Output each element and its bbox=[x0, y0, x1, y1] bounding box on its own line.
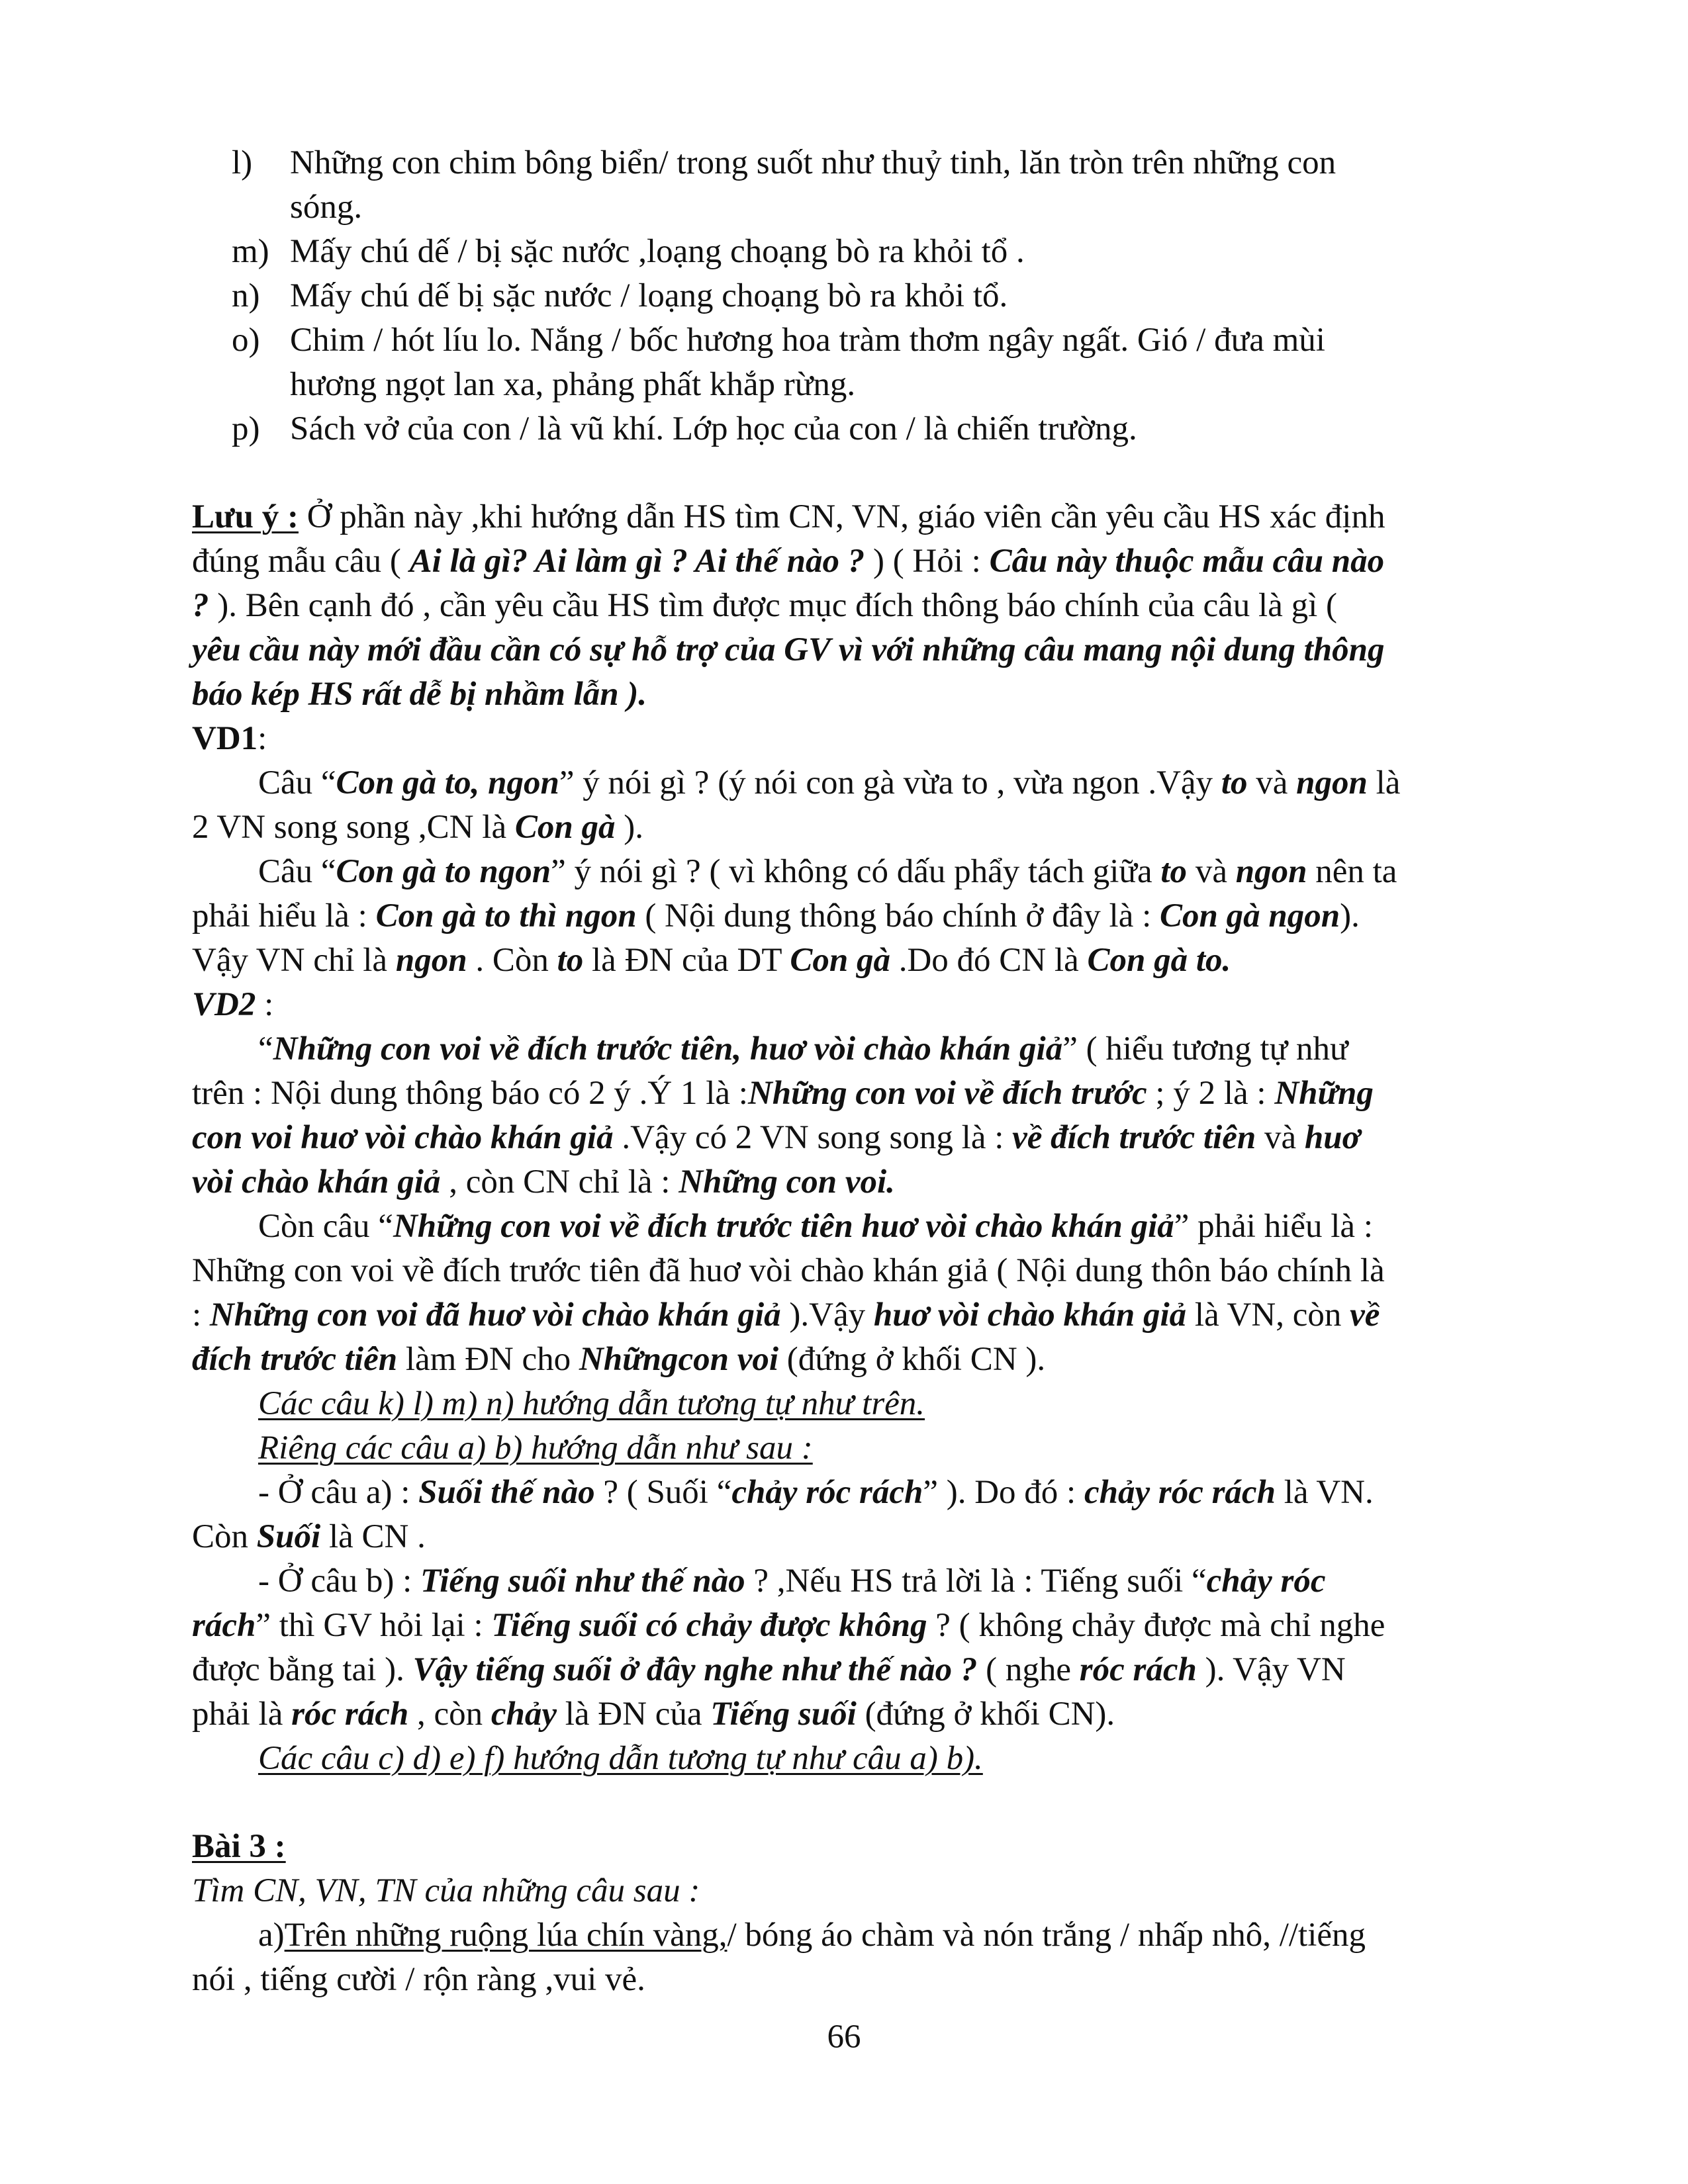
list-item-p-text: Sách vở của con / là vũ khí. Lớp học của con / là chiến trường. bbox=[290, 410, 1137, 447]
list-item-m-text: Mấy chú dế / bị sặc nước ,loạng choạng bò ra khỏi tổ . bbox=[290, 233, 1025, 270]
list-item-l-text-cont: sóng. bbox=[290, 189, 363, 226]
page-number: 66 bbox=[827, 2019, 861, 2056]
case-b-line-3: được bằng tai ). Vậy tiếng suối ở đây nghe như thế nào ? ( nghe róc rách ). Vậy VN bbox=[192, 1651, 1346, 1688]
case-b-line-1: - Ở câu b) : Tiếng suối như thế nào ? ,Nếu HS trả lời là : Tiếng suối “chảy róc bbox=[258, 1563, 1326, 1600]
note-line-2: đúng mẫu câu ( Ai là gì? Ai làm gì ? Ai thế nào ? ) ( Hỏi : Câu này thuộc mẫu câu nào bbox=[192, 543, 1385, 580]
exercise-3-item-a: a)Trên những ruộng lúa chín vàng,/ bóng áo chàm và nón trắng / nhấp nhô, //tiếng bbox=[258, 1917, 1366, 1954]
exercise-3-item-a-cont: nói , tiếng cười / rộn ràng ,vui vẻ. bbox=[192, 1961, 645, 1998]
vd2-heading: VD2 : bbox=[192, 986, 274, 1023]
list-item-l bbox=[232, 141, 252, 185]
exercise-3-heading: Bài 3 : bbox=[192, 1828, 286, 1865]
vd2-p2-line-3: : Những con voi đã huơ vòi chào khán giả ).Vậy huơ vòi chào khán giả là VN, còn về bbox=[192, 1297, 1380, 1334]
vd1-p2-line-3: Vậy VN chỉ là ngon . Còn to là ĐN của DT Con gà .Do đó CN là Con gà to. bbox=[192, 942, 1231, 979]
adverbial-underlined: Trên những ruộng lúa chín vàng, bbox=[284, 1917, 727, 1954]
vd2-p1-line-2: trên : Nội dung thông báo có 2 ý .Ý 1 là :Những con voi về đích trước ; ý 2 là : Những bbox=[192, 1075, 1374, 1112]
similar-note-3: Các câu c) d) e) f) hướng dẫn tương tự như câu a) b). bbox=[258, 1740, 983, 1777]
exercise-3-instruction: Tìm CN, VN, TN của những câu sau : bbox=[192, 1872, 700, 1909]
vd1-p2-line-1: Câu “Con gà to ngon” ý nói gì ? ( vì không có dấu phẩy tách giữa to và ngon nên ta bbox=[258, 853, 1397, 890]
vd2-p2-line-2: Những con voi về đích trước tiên đã huơ vòi chào khán giả ( Nội dung thôn báo chính là bbox=[192, 1252, 1385, 1289]
vd1-p2-line-2: phải hiểu là : Con gà to thì ngon ( Nội dung thông báo chính ở đây là : Con gà ngon). bbox=[192, 897, 1360, 934]
vd1-heading: VD1: bbox=[192, 720, 267, 757]
vd1-p1-line-1: Câu “Con gà to, ngon” ý nói gì ? (ý nói con gà vừa to , vừa ngon .Vậy to và ngon là bbox=[258, 764, 1401, 801]
case-b-line-2: rách” thì GV hỏi lại : Tiếng suối có chảy được không ? ( không chảy được mà chỉ nghe bbox=[192, 1607, 1385, 1644]
vd1-p1-line-2: 2 VN song song ,CN là Con gà ). bbox=[192, 809, 643, 846]
case-a-line-2: Còn Suối là CN . bbox=[192, 1518, 426, 1555]
note-line-1 bbox=[192, 495, 1385, 539]
list-item-n-text: Mấy chú dế bị sặc nước / loạng choạng bò ra khỏi tổ. bbox=[290, 277, 1008, 314]
list-marker: a) bbox=[258, 1917, 285, 1954]
case-a-line-1: - Ở câu a) : Suối thế nào ? ( Suối “chảy róc rách” ). Do đó : chảy róc rách là VN. bbox=[258, 1474, 1374, 1511]
note-line-4: yêu cầu này mới đầu cần có sự hỗ trợ của GV vì với những câu mang nội dung thông bbox=[192, 631, 1385, 668]
list-item-l-text: Những con chim bông biển/ trong suốt như thuỷ tinh, lăn tròn trên những con bbox=[290, 144, 1336, 181]
list-item-m: m) bbox=[232, 233, 269, 270]
list-item-o: o) bbox=[232, 322, 260, 359]
list-marker: l) bbox=[232, 144, 253, 181]
note-line-5: báo kép HS rất dễ bị nhầm lẫn ). bbox=[192, 676, 647, 713]
vd2-p1-line-4: vòi chào khán giả , còn CN chỉ là : Những con voi. bbox=[192, 1163, 895, 1201]
vd2-p1-line-3: con voi huơ vòi chào khán giả .Vậy có 2 VN song song là : về đích trước tiên và huơ bbox=[192, 1119, 1360, 1156]
list-item-n: n) bbox=[232, 277, 260, 314]
note-text: Ở phần này ,khi hướng dẫn HS tìm CN, VN, giáo viên cần yêu cầu HS xác định bbox=[298, 498, 1385, 535]
vd2-p1-line-1: “Những con voi về đích trước tiên, huơ vòi chào khán giả” ( hiểu tương tự như bbox=[258, 1030, 1348, 1068]
list-item-o-text-cont: hương ngọt lan xa, phảng phất khắp rừng. bbox=[290, 366, 856, 403]
list-item-o-text: Chim / hót líu lo. Nắng / bốc hương hoa tràm thơm ngây ngất. Gió / đưa mùi bbox=[290, 322, 1325, 359]
similar-note-1: Các câu k) l) m) n) hướng dẫn tương tự như trên. bbox=[258, 1385, 925, 1422]
note-line-3: ? ). Bên cạnh đó , cần yêu cầu HS tìm được mục đích thông báo chính của câu là gì ( bbox=[192, 587, 1338, 624]
case-b-line-4: phải là róc rách , còn chảy là ĐN của Tiếng suối (đứng ở khối CN). bbox=[192, 1696, 1115, 1733]
list-item-p: p) bbox=[232, 410, 260, 447]
vd2-p2-line-1: Còn câu “Những con voi về đích trước tiên huơ vòi chào khán giả” phải hiểu là : bbox=[258, 1208, 1373, 1245]
similar-note-2: Riêng các câu a) b) hướng dẫn như sau : bbox=[258, 1430, 813, 1467]
vd2-p2-line-4: đích trước tiên làm ĐN cho Nhữngcon voi (đứng ở khối CN ). bbox=[192, 1341, 1046, 1378]
note-label: Lưu ý : bbox=[192, 498, 299, 535]
